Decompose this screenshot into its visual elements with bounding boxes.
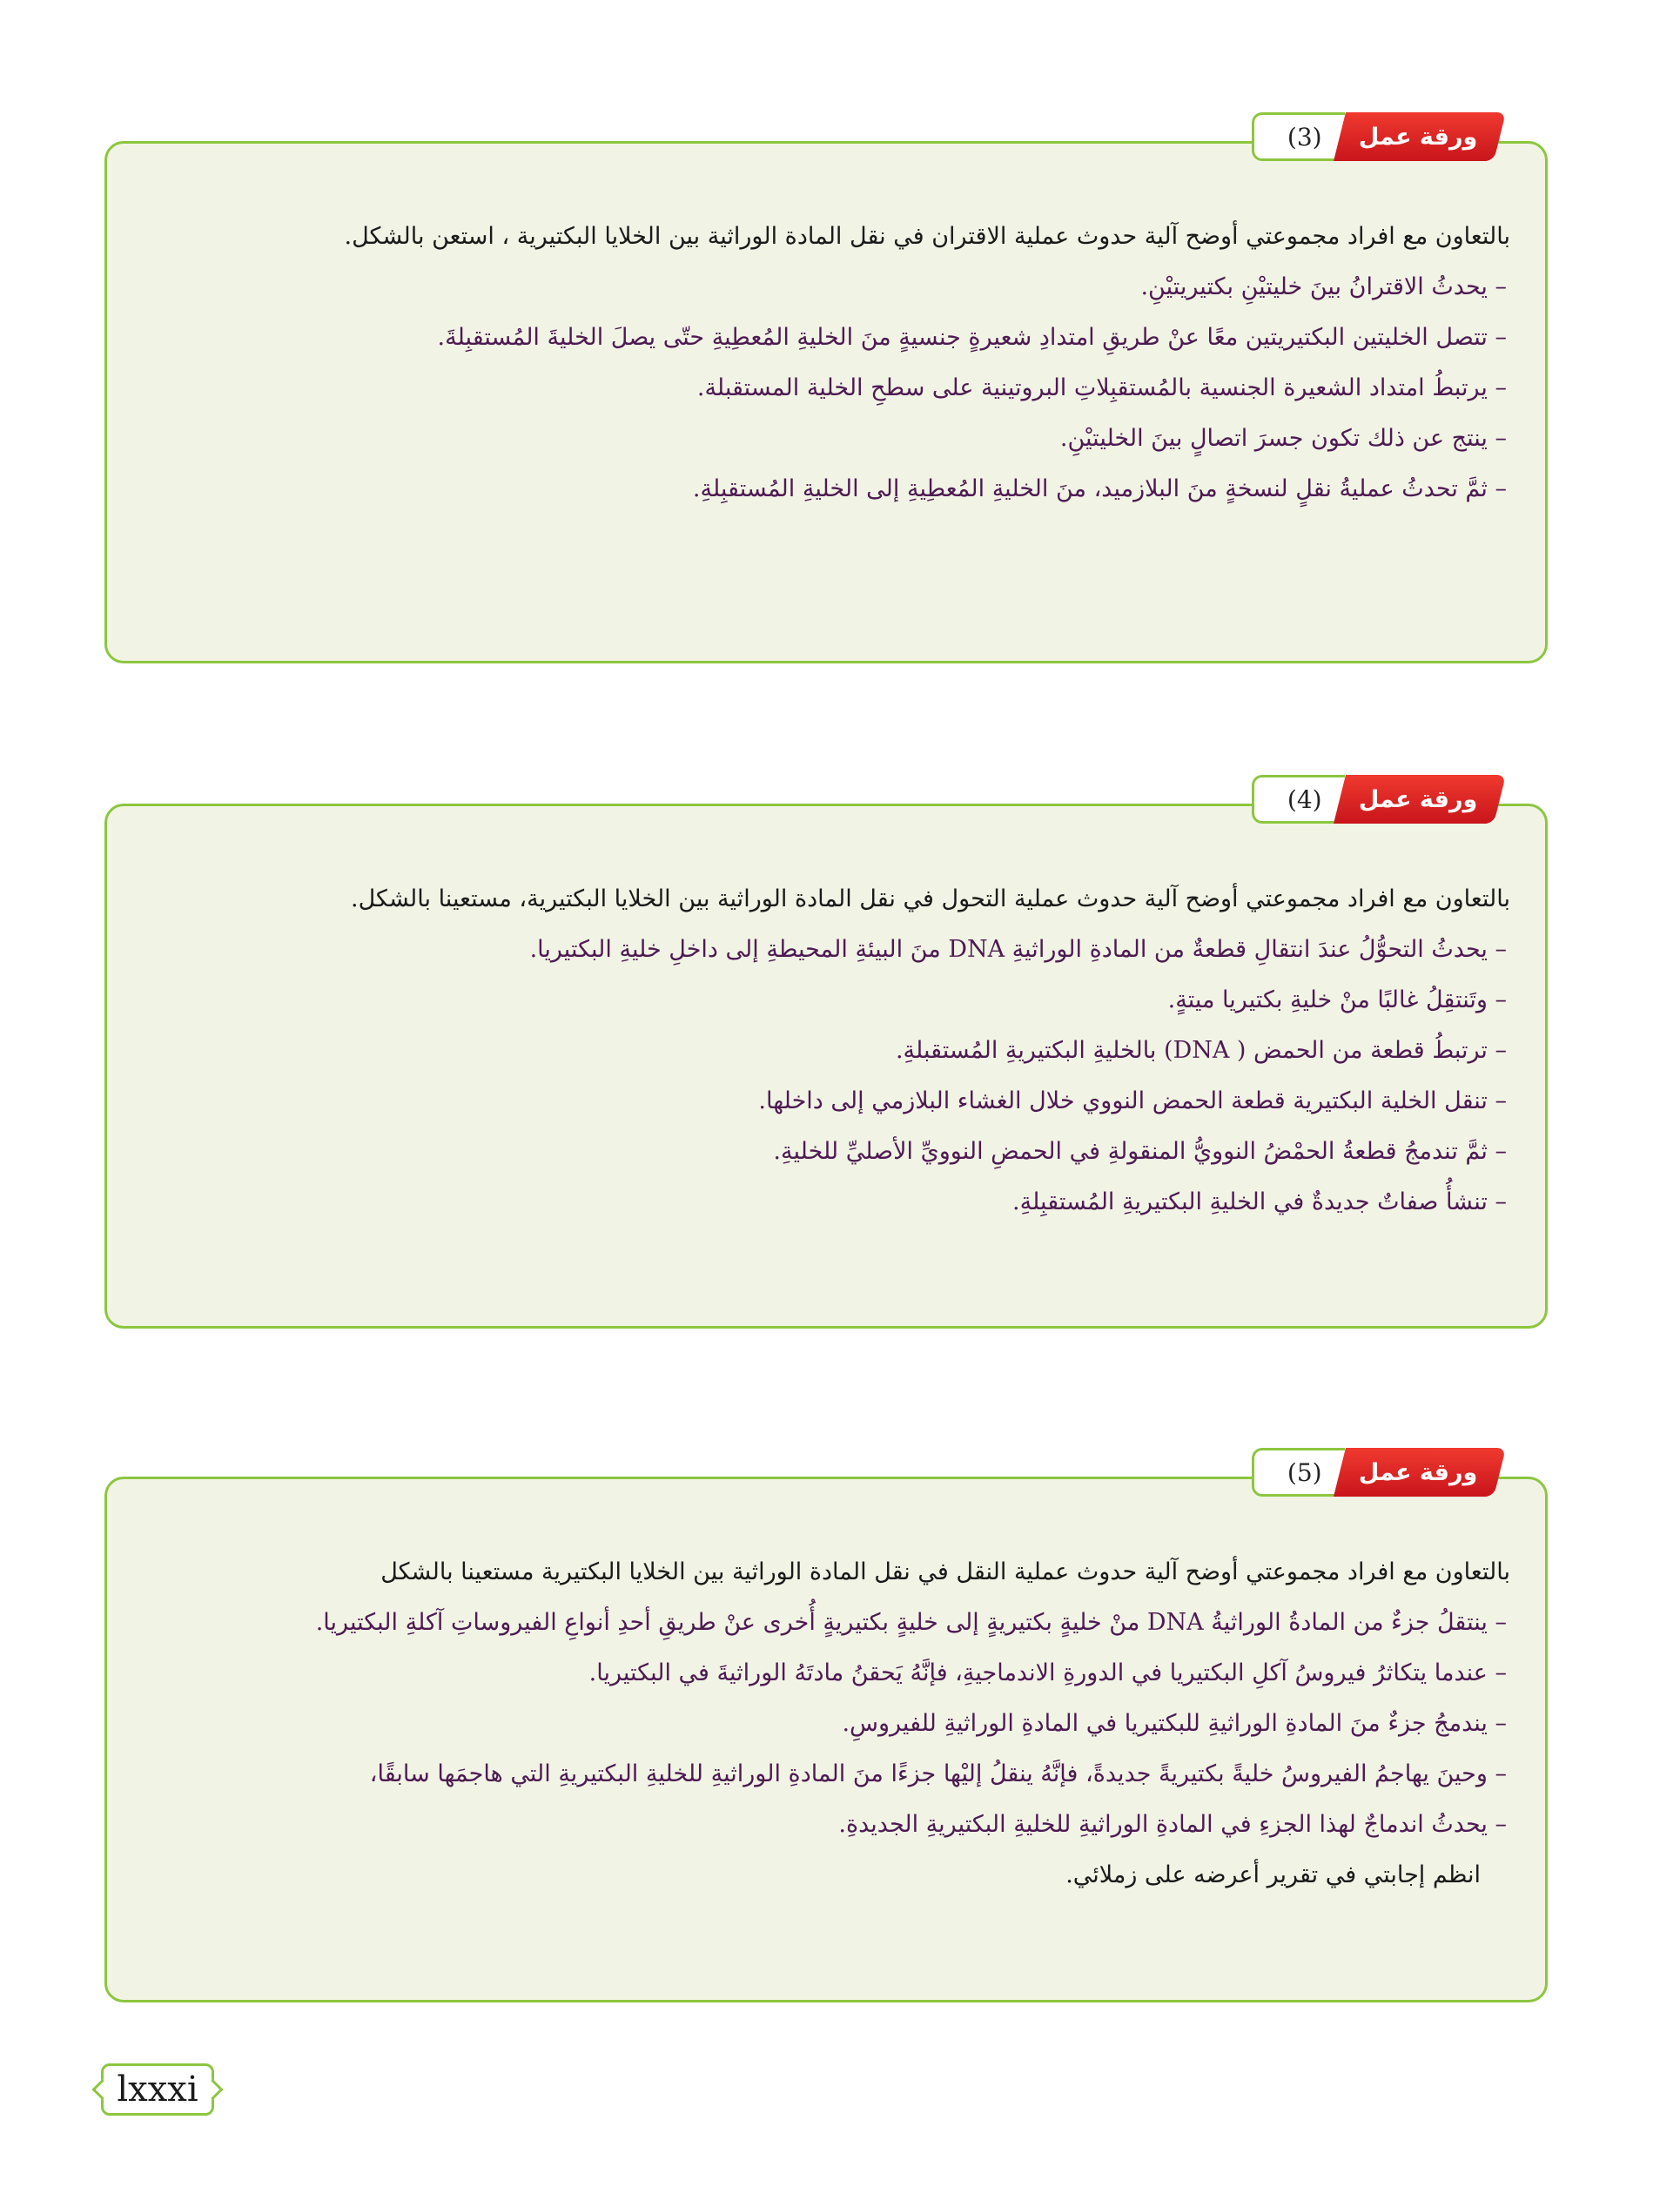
- worksheet-intro: بالتعاون مع افراد مجموعتي أوضح آلية حدوث عملية الاقتران في نقل المادة الوراثية بين الخلايا البكتيرية ، استعن بالشكل.: [344, 223, 1510, 250]
- worksheet-number: (5): [1252, 1448, 1345, 1497]
- list-item: – تتصل الخليتين البكتيريتين معًا عنْ طريقِ امتدادِ شعيرةٍ جنسيةٍ منَ الخليةِ المُعطِيةِ حتّى يصلَ الخليةَ المُستقبِلةَ.: [437, 324, 1507, 351]
- worksheet-closing-instruction: انظم إجابتي في تقرير أعرضه على زملائي.: [1065, 1861, 1481, 1888]
- worksheet-steps: [142, 925, 1510, 1228]
- worksheet-intro: بالتعاون مع افراد مجموعتي أوضح آلية حدوث عملية التحول في نقل المادة الوراثية بين الخلايا البكتيرية، مستعينا بالشكل.: [351, 885, 1510, 912]
- worksheet-tag: [1252, 1448, 1500, 1497]
- list-item: – تنشأُ صفاتٌ جديدةٌ في الخليةِ البكتيريةِ المُستقبِلةِ.: [1012, 1188, 1507, 1215]
- list-item: – يحدثُ التحوُّلُ عندَ انتقالِ قطعةٌ من المادةِ الوراثيةِ DNA منَ البيئةِ المحيطةِ إلى داخلِ خليةِ البكتيريا.: [529, 936, 1507, 963]
- worksheet-steps: [142, 262, 1510, 515]
- worksheet-tag: [1252, 112, 1500, 161]
- list-item: – ينتقلُ جزءٌ من المادةُ الوراثيةُ DNA منْ خليةٍ بكتيريةٍ إلى خليةٍ بكتيريةٍ أُخرى عنْ طريقِ أحدِ أنواعِ الفيروساتِ آكلةِ البكتيريا.: [315, 1609, 1507, 1636]
- worksheet-tag-label: ورقة عمل: [1334, 775, 1506, 824]
- list-item: – ترتبطُ قطعة من الحمض ( DNA) بالخليةِ البكتيريةِ المُستقبلةِ.: [895, 1037, 1507, 1064]
- worksheet-number: (4): [1252, 775, 1345, 824]
- page-number: lxxxi: [101, 2063, 214, 2116]
- list-item: – ثمَّ تندمجُ قطعةُ الحمْضُ النوويُّ المنقولةِ في الحمضِ النوويِّ الأصليِّ للخليةِ.: [773, 1138, 1507, 1165]
- worksheet-intro: بالتعاون مع افراد مجموعتي أوضح آلية حدوث عملية النقل في نقل المادة الوراثية بين الخلايا البكتيرية مستعينا بالشكل: [380, 1558, 1510, 1585]
- worksheet-content: [142, 212, 1510, 515]
- list-item: – ثمَّ تحدثُ عمليةُ نقلٍ لنسخةٍ منَ البلازميد، منَ الخليةِ المُعطِيةِ إلى الخليةِ المُستقبِلةِ.: [692, 475, 1507, 502]
- worksheet-tag-label: ورقة عمل: [1334, 1448, 1506, 1497]
- list-item: – يحدثُ الاقترانُ بينَ خليتيْنِ بكتيريتيْنِ.: [1140, 273, 1507, 300]
- worksheet-card-5: [104, 1457, 1548, 2002]
- worksheet-tag-label: ورقة عمل: [1334, 112, 1506, 161]
- list-item: – تنقل الخلية البكتيرية قطعة الحمض النووي خلال الغشاء البلازمي إلى داخلها.: [758, 1087, 1507, 1114]
- list-item: – يندمجُ جزءٌ منَ المادةِ الوراثيةِ للبكتيريا في المادةِ الوراثيةِ للفيروسِ.: [842, 1710, 1507, 1737]
- worksheet-card-4: [104, 784, 1548, 1329]
- list-item: – وتَنتقِلُ غالبًا منْ خليةِ بكتيريا ميتةٍ.: [1167, 986, 1507, 1013]
- worksheet-steps: [142, 1598, 1510, 1850]
- list-item: – عندما يتكاثرُ فيروسُ آكلِ البكتيريا في الدورةِ الاندماجيةِ، فإنَّهُ يَحقنُ مادتَهُ الوراثيةَ في البكتيريا.: [588, 1659, 1507, 1686]
- list-item: – وحينَ يهاجمُ الفيروسُ خليةً بكتيريةً جديدةً، فإنَّهُ ينقلُ إليْها جزءًا منَ المادةِ الوراثيةِ للخليةِ البكتيريةِ التي هاجمَها سابقًا،: [369, 1760, 1507, 1787]
- list-item: – ينتج عن ذلك تكون جسرَ اتصالٍ بينَ الخليتيْنِ.: [1059, 425, 1507, 452]
- list-item: – يحدثُ اندماجٌ لهذا الجزءِ في المادةِ الوراثيةِ للخليةِ البكتيريةِ الجديدةِ.: [838, 1811, 1507, 1838]
- worksheet-content: [142, 874, 1510, 1228]
- worksheet-content: [142, 1547, 1510, 1901]
- worksheet-number: (3): [1252, 112, 1345, 161]
- worksheet-card-3: [104, 122, 1548, 663]
- worksheet-tag: [1252, 775, 1500, 824]
- list-item: – يرتبطُ امتداد الشعيرة الجنسية بالمُستقبِلاتِ البروتينية على سطحِ الخلية المستقبلة.: [696, 374, 1507, 401]
